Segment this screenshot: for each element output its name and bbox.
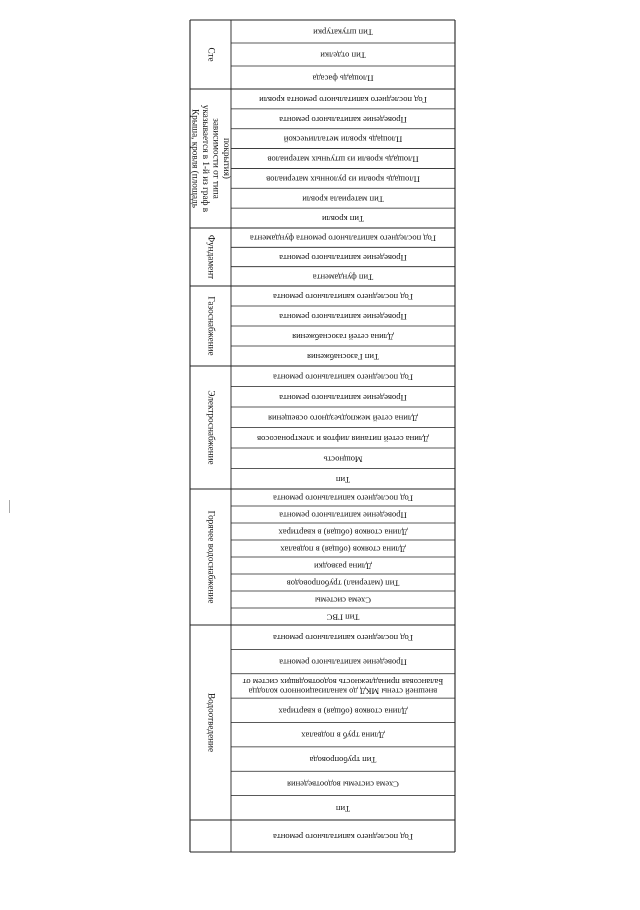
- table-row: [280, 545, 406, 555]
- row-label: Проведение капитального ремонта: [279, 114, 407, 125]
- section-label-2: [206, 235, 216, 279]
- table-row: [273, 372, 413, 382]
- table-row: [279, 115, 407, 125]
- row-label: Проведение капитального ремонта: [279, 510, 407, 521]
- margin-mark: [9, 500, 10, 513]
- section-label-4: [206, 390, 216, 464]
- row-label: Год последнего капитального ремонта: [273, 633, 413, 644]
- table-row: [287, 579, 400, 589]
- row-label: Тип штукатурки: [313, 27, 373, 38]
- row-label: Балансовая принадлежность водоотводящих систем от: [242, 677, 444, 688]
- section-label-text: Фундамент: [206, 234, 217, 280]
- row-label: Тип фундамента: [312, 272, 374, 283]
- row-label: Схема системы водоотведения: [287, 779, 399, 790]
- table-row: [315, 596, 371, 606]
- row-label: Длина стояков (общая) в квартирах: [278, 527, 408, 538]
- section-label-text: Водоотведение: [206, 692, 217, 753]
- table-row: [278, 706, 408, 716]
- table-row: [259, 95, 427, 105]
- row-label: Тип материала кровли: [302, 194, 384, 205]
- row-label: внешней стены МКД до канализационного колодца: [248, 686, 438, 697]
- row-label: Длина стояков (общая) в подвалах: [280, 544, 406, 555]
- row-label: Длина труб в подвалах: [301, 730, 385, 741]
- table-row: [326, 613, 359, 623]
- table-row: [307, 352, 379, 362]
- row-label: Тип кровли: [322, 214, 364, 225]
- row-label: Год последнего капитального ремонта: [273, 292, 413, 303]
- section-label-3: [206, 296, 216, 355]
- row-label: Длина сетей питания лифтов и электронасосов: [257, 433, 429, 444]
- table-row: [287, 779, 399, 789]
- table-row: [283, 135, 402, 145]
- table-row: [309, 755, 376, 765]
- row-label: Длина разводки: [313, 561, 373, 572]
- section-label-text: Крыша, кровля (площадь: [190, 109, 201, 208]
- section-label-text: Сте: [206, 47, 217, 62]
- table-row: [279, 658, 407, 668]
- table-row: [292, 332, 394, 342]
- row-label: Тип Газоснабжения: [307, 352, 379, 363]
- row-label: Проведение капитального ремонта: [279, 253, 407, 264]
- table-row: [279, 253, 407, 263]
- row-label: Проведение капитального ремонта: [279, 312, 407, 323]
- section-label-5: [206, 511, 216, 604]
- section-label-text: Электроснабжение: [206, 390, 217, 465]
- row-label: Тип трубопровода: [309, 755, 377, 766]
- section-label-text: Горячее водоснабжение: [206, 510, 217, 604]
- row-label: Проведение капитального ремонта: [279, 392, 407, 403]
- section-label-text: указывается в 1-й из граф в: [201, 104, 212, 213]
- table-row: [273, 292, 413, 302]
- row-label: Тип (материал) трубопроводов: [286, 578, 400, 589]
- table-row: [273, 832, 413, 842]
- row-label: Тип: [335, 474, 351, 485]
- table-row: [268, 413, 418, 423]
- table-row: [323, 454, 362, 464]
- table-row: [335, 475, 350, 485]
- table-row: [313, 272, 374, 282]
- section-label-6: [206, 693, 216, 752]
- table-row: [279, 393, 407, 403]
- table-row: [273, 494, 413, 504]
- section-label-text: Газоснабжение: [206, 296, 217, 356]
- row-label: Мощность: [323, 454, 363, 465]
- table-row: [273, 633, 413, 643]
- table-row: [335, 804, 350, 814]
- row-label: Год последнего капитального ремонта: [273, 493, 413, 504]
- section-label-0: [206, 47, 216, 61]
- table-row: [320, 51, 366, 61]
- row-label: Площадь кровли металлической: [283, 134, 403, 145]
- table-row: [313, 28, 373, 38]
- row-label: Тип: [335, 803, 351, 814]
- row-label: Длина стояков (общая) в квартирах: [278, 706, 408, 717]
- row-label: Проведение капитального ремонта: [279, 657, 407, 668]
- table-row: [279, 511, 407, 521]
- row-label: Схема системы: [315, 595, 371, 606]
- table-row: [301, 731, 385, 741]
- row-label: Площадь фасада: [312, 73, 374, 84]
- section-label-text: зависимости от типа: [211, 118, 222, 199]
- table-row: [266, 174, 420, 184]
- row-label: Тип ГВС: [326, 612, 360, 623]
- section-label-1: [191, 105, 233, 213]
- row-label: Площадь кровли из штучных материалов: [267, 154, 419, 165]
- row-label: Год последнего капитального ремонта: [273, 832, 413, 843]
- row-label: Площадь кровли из рулонных материалов: [266, 174, 420, 185]
- table-row: [302, 194, 384, 204]
- row-label: Год последнего капитального ремонта кровли: [259, 94, 427, 105]
- table-row: [322, 214, 364, 224]
- row-label: Длина сетей газоснабжения: [292, 332, 394, 343]
- table-row: [278, 528, 408, 538]
- table-row: [279, 312, 407, 322]
- table-row: [257, 434, 429, 444]
- table-row: [250, 234, 436, 244]
- row-label: Тип отделки: [320, 50, 366, 61]
- row-label: Год последнего капитального ремонта: [273, 372, 413, 383]
- row-label: Год последнего капитального ремонта фундамента: [249, 233, 437, 244]
- table-row: [312, 74, 373, 84]
- table-row: [242, 677, 443, 697]
- table-row: [267, 155, 418, 165]
- section-label-text: покрытия): [222, 138, 233, 179]
- table-row: [314, 562, 372, 572]
- row-label: Длина сетей межподъездного освещения: [268, 413, 418, 424]
